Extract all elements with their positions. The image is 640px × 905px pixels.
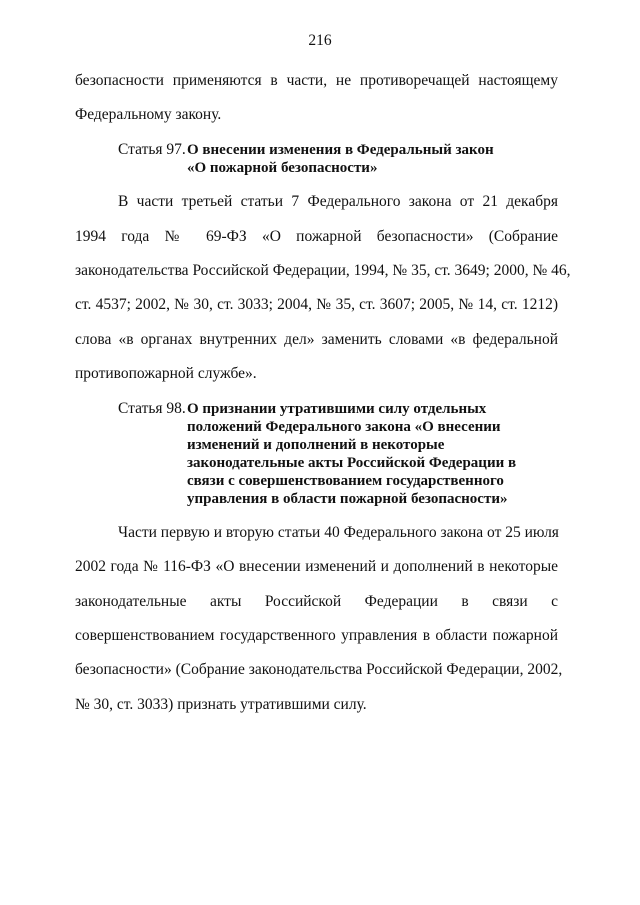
article-98-title-line-4: законодательные акты Российской Федерации в [187,455,517,471]
article-98-body-line-2: 2002 года № 116-ФЗ «О внесении изменений и дополнений в некоторые [75,558,558,575]
page-number: 216 [308,32,332,49]
article-97-body-line-1: В части третьей статьи 7 Федерального закона от 21 декабря [118,193,558,210]
article-98-title-line-5: связи с совершенствованием государственного [187,473,504,489]
article-97-title-line-1: О внесении изменения в Федеральный закон [187,142,494,158]
article-98-body-line-4: совершенствованием государственного управления в области пожарной [75,627,558,644]
article-97-label: Статья 97. [118,141,186,158]
article-98-title-line-3: изменений и дополнений в некоторые [187,437,445,453]
article-97-body-line-2: 1994 года № 69-ФЗ «О пожарной безопасности» (Собрание [75,228,558,245]
article-97-body-line-3: законодательства Российской Федерации, 1994, № 35, ст. 3649; 2000, № 46, [75,262,571,279]
intro-line-2: Федеральному закону. [75,106,222,123]
article-98-body-line-1: Части первую и вторую статьи 40 Федерального закона от 25 июля [118,524,559,541]
article-98-body-line-5: безопасности» (Собрание законодательства Российской Федерации, 2002, [75,661,563,678]
article-98-body-line-6: № 30, ст. 3033) признать утратившими силу. [75,696,367,713]
article-98-body-line-3: законодательные акты Российской Федерации в связи с [75,593,558,610]
article-97-title-line-2: «О пожарной безопасности» [187,160,378,176]
intro-line-1: безопасности применяются в части, не противоречащей настоящему [75,72,558,89]
article-98-title-line-6: управления в области пожарной безопасности» [187,491,508,507]
article-97-body-line-6: противопожарной службе». [75,365,257,382]
article-97-body-line-5: слова «в органах внутренних дел» заменить словами «в федеральной [75,331,558,348]
article-97-body-line-4: ст. 4537; 2002, № 30, ст. 3033; 2004, № 35, ст. 3607; 2005, № 14, ст. 1212) [75,296,558,313]
article-98-title-line-2: положений Федерального закона «О внесении [187,419,501,435]
article-98-label: Статья 98. [118,400,186,417]
article-98-title-line-1: О признании утратившими силу отдельных [187,401,487,417]
